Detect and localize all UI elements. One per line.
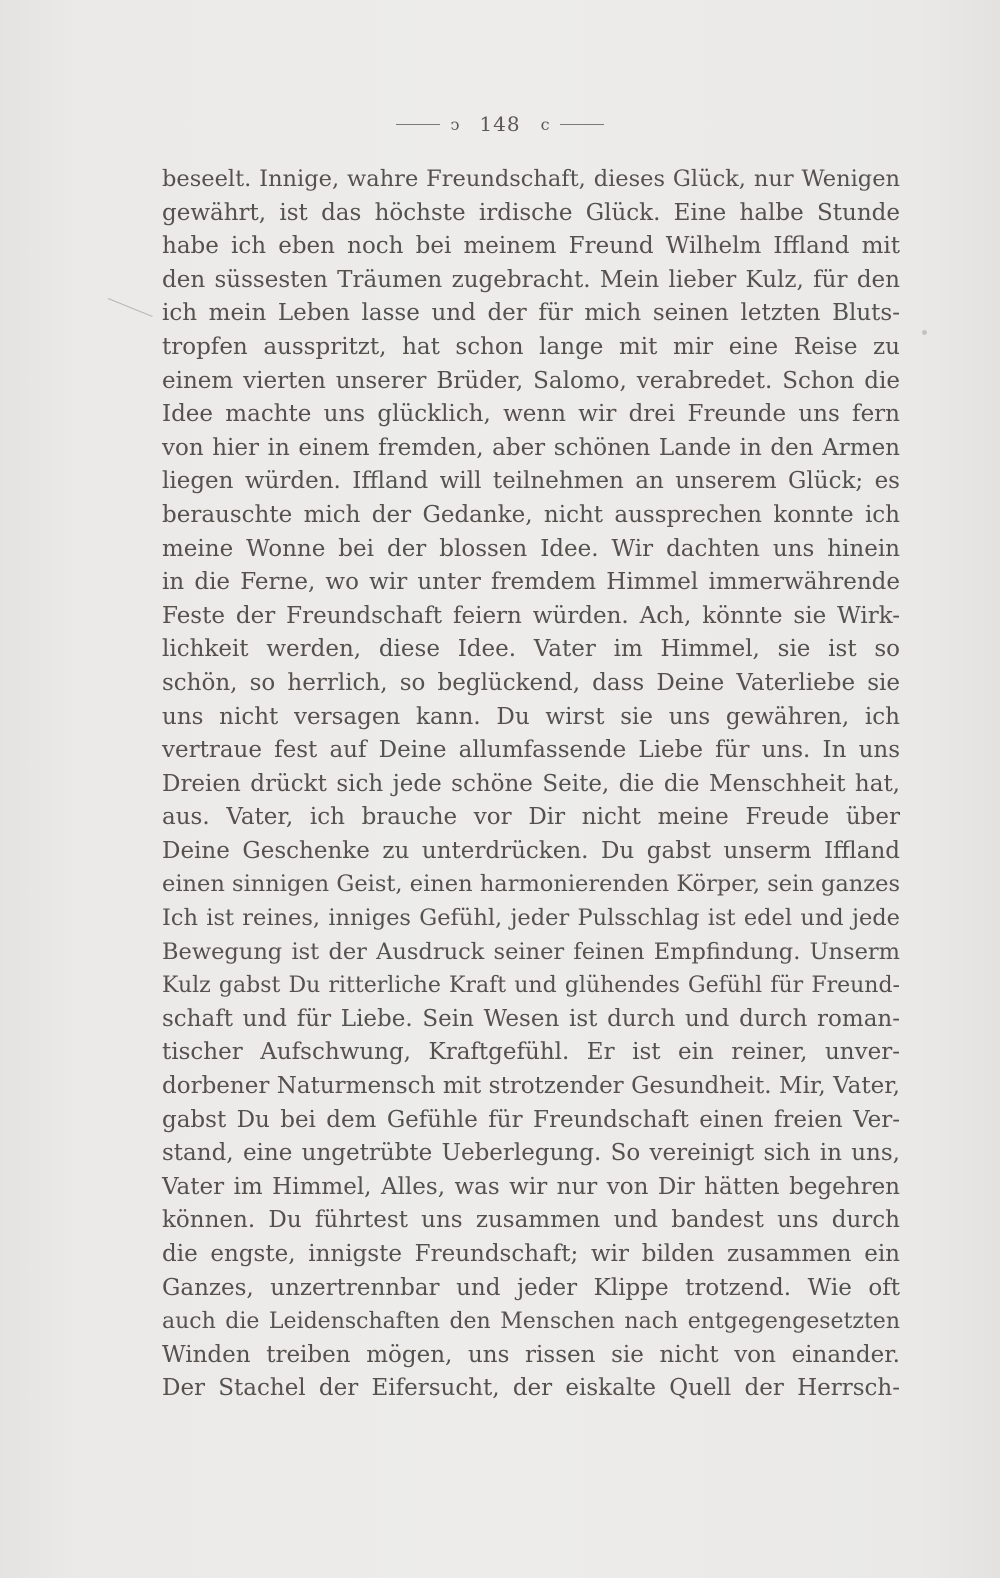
text-line: die engste, innigste Freundschaft; wir bilden zusammen ein xyxy=(162,1241,900,1267)
text-line: in die Ferne, wo wir unter fremdem Himmel immerwährende xyxy=(162,569,900,596)
text-line: Feste der Freundschaft feiern würden. Ach, könnte sie Wirk- xyxy=(162,602,900,629)
text-line: einen sinnigen Geist, einen harmonierenden Körper, sein ganzes xyxy=(162,871,900,898)
text-line: Ich ist reines, inniges Gefühl, jeder Pulsschlag ist edel und jede xyxy=(162,905,900,932)
text-line: tischer Aufschwung, Kraftgefühl. Er ist ein reiner, unver- xyxy=(162,1039,900,1066)
text-line: können. Du führtest uns zusammen und bandest uns durch xyxy=(162,1207,900,1234)
text-line: gewährt, ist das höchste irdische Glück. Eine halbe Stunde xyxy=(162,199,900,226)
text-line: aus. Vater, ich brauche vor Dir nicht meine Freude über xyxy=(162,804,900,831)
text-line: vertraue fest auf Deine allumfassende Liebe für uns. In uns xyxy=(162,737,900,764)
header-ornament-right: c xyxy=(540,114,550,134)
text-line: auch die Leidenschaften den Menschen nach entgegengesetzten xyxy=(162,1309,900,1335)
text-line: Kulz gabst Du ritterliche Kraft und glühendes Gefühl für Freund- xyxy=(162,973,900,999)
page-number: 148 xyxy=(479,112,521,136)
text-line: Dreien drückt sich jede schöne Seite, die die Menschheit hat, xyxy=(162,770,900,797)
text-line: den süssesten Träumen zugebracht. Mein lieber Kulz, für den xyxy=(162,266,900,293)
text-line: einem vierten unserer Brüder, Salomo, verabredet. Schon die xyxy=(162,367,900,394)
text-line: ich mein Leben lasse und der für mich seinen letzten Bluts- xyxy=(162,300,900,327)
header-rule-left xyxy=(396,124,440,125)
text-line: gabst Du bei dem Gefühle für Freundschaft einen freien Ver- xyxy=(162,1106,900,1133)
text-line: uns nicht versagen kann. Du wirst sie uns gewähren, ich xyxy=(162,703,900,730)
text-line: Bewegung ist der Ausdruck seiner feinen Empfindung. Unserm xyxy=(162,938,900,965)
running-header xyxy=(0,112,1000,136)
text-line: dorbener Naturmensch mit strotzender Gesundheit. Mir, Vater, xyxy=(162,1073,900,1100)
text-line: Idee machte uns glücklich, wenn wir drei Freunde uns fern xyxy=(162,401,900,428)
text-line: tropfen ausspritzt, hat schon lange mit mir eine Reise zu xyxy=(162,333,900,360)
text-line: Ganzes, unzertrennbar und jeder Klippe trotzend. Wie oft xyxy=(162,1274,900,1301)
text-line: berauschte mich der Gedanke, nicht aussprechen konnte ich xyxy=(162,501,900,528)
text-line: schön, so herrlich, so beglückend, dass Deine Vaterliebe sie xyxy=(162,669,900,696)
text-line: Deine Geschenke zu unterdrücken. Du gabst unserm Iffland xyxy=(162,837,900,864)
text-line: schaft und für Liebe. Sein Wesen ist durch und durch roman- xyxy=(162,1005,900,1032)
text-line: lichkeit werden, diese Idee. Vater im Himmel, sie ist so xyxy=(162,636,900,663)
text-line: habe ich eben noch bei meinem Freund Wilhelm Iffland mit xyxy=(162,233,900,260)
text-line: beseelt. Innige, wahre Freundschaft, dieses Glück, nur Wenigen xyxy=(162,166,900,192)
text-line: meine Wonne bei der blossen Idee. Wir dachten uns hinein xyxy=(162,535,900,562)
text-line: Vater im Himmel, Alles, was wir nur von Dir hätten begehren xyxy=(162,1173,900,1200)
text-line: Winden treiben mögen, uns rissen sie nicht von einander. xyxy=(162,1341,900,1368)
margin-pencil-mark xyxy=(108,298,153,317)
paper-speck xyxy=(922,330,927,335)
header-ornament-left: ↄ xyxy=(450,114,460,134)
text-line: von hier in einem fremden, aber schönen Lande in den Armen xyxy=(162,434,900,461)
body-text xyxy=(162,163,900,1406)
text-line: Der Stachel der Eifersucht, der eiskalte Quell der Herrsch- xyxy=(162,1375,900,1402)
header-rule-right xyxy=(560,124,604,125)
text-line: stand, eine ungetrübte Ueberlegung. So vereinigt sich in uns, xyxy=(162,1140,900,1167)
text-line: liegen würden. Iffland will teilnehmen an unserem Glück; es xyxy=(162,468,900,495)
